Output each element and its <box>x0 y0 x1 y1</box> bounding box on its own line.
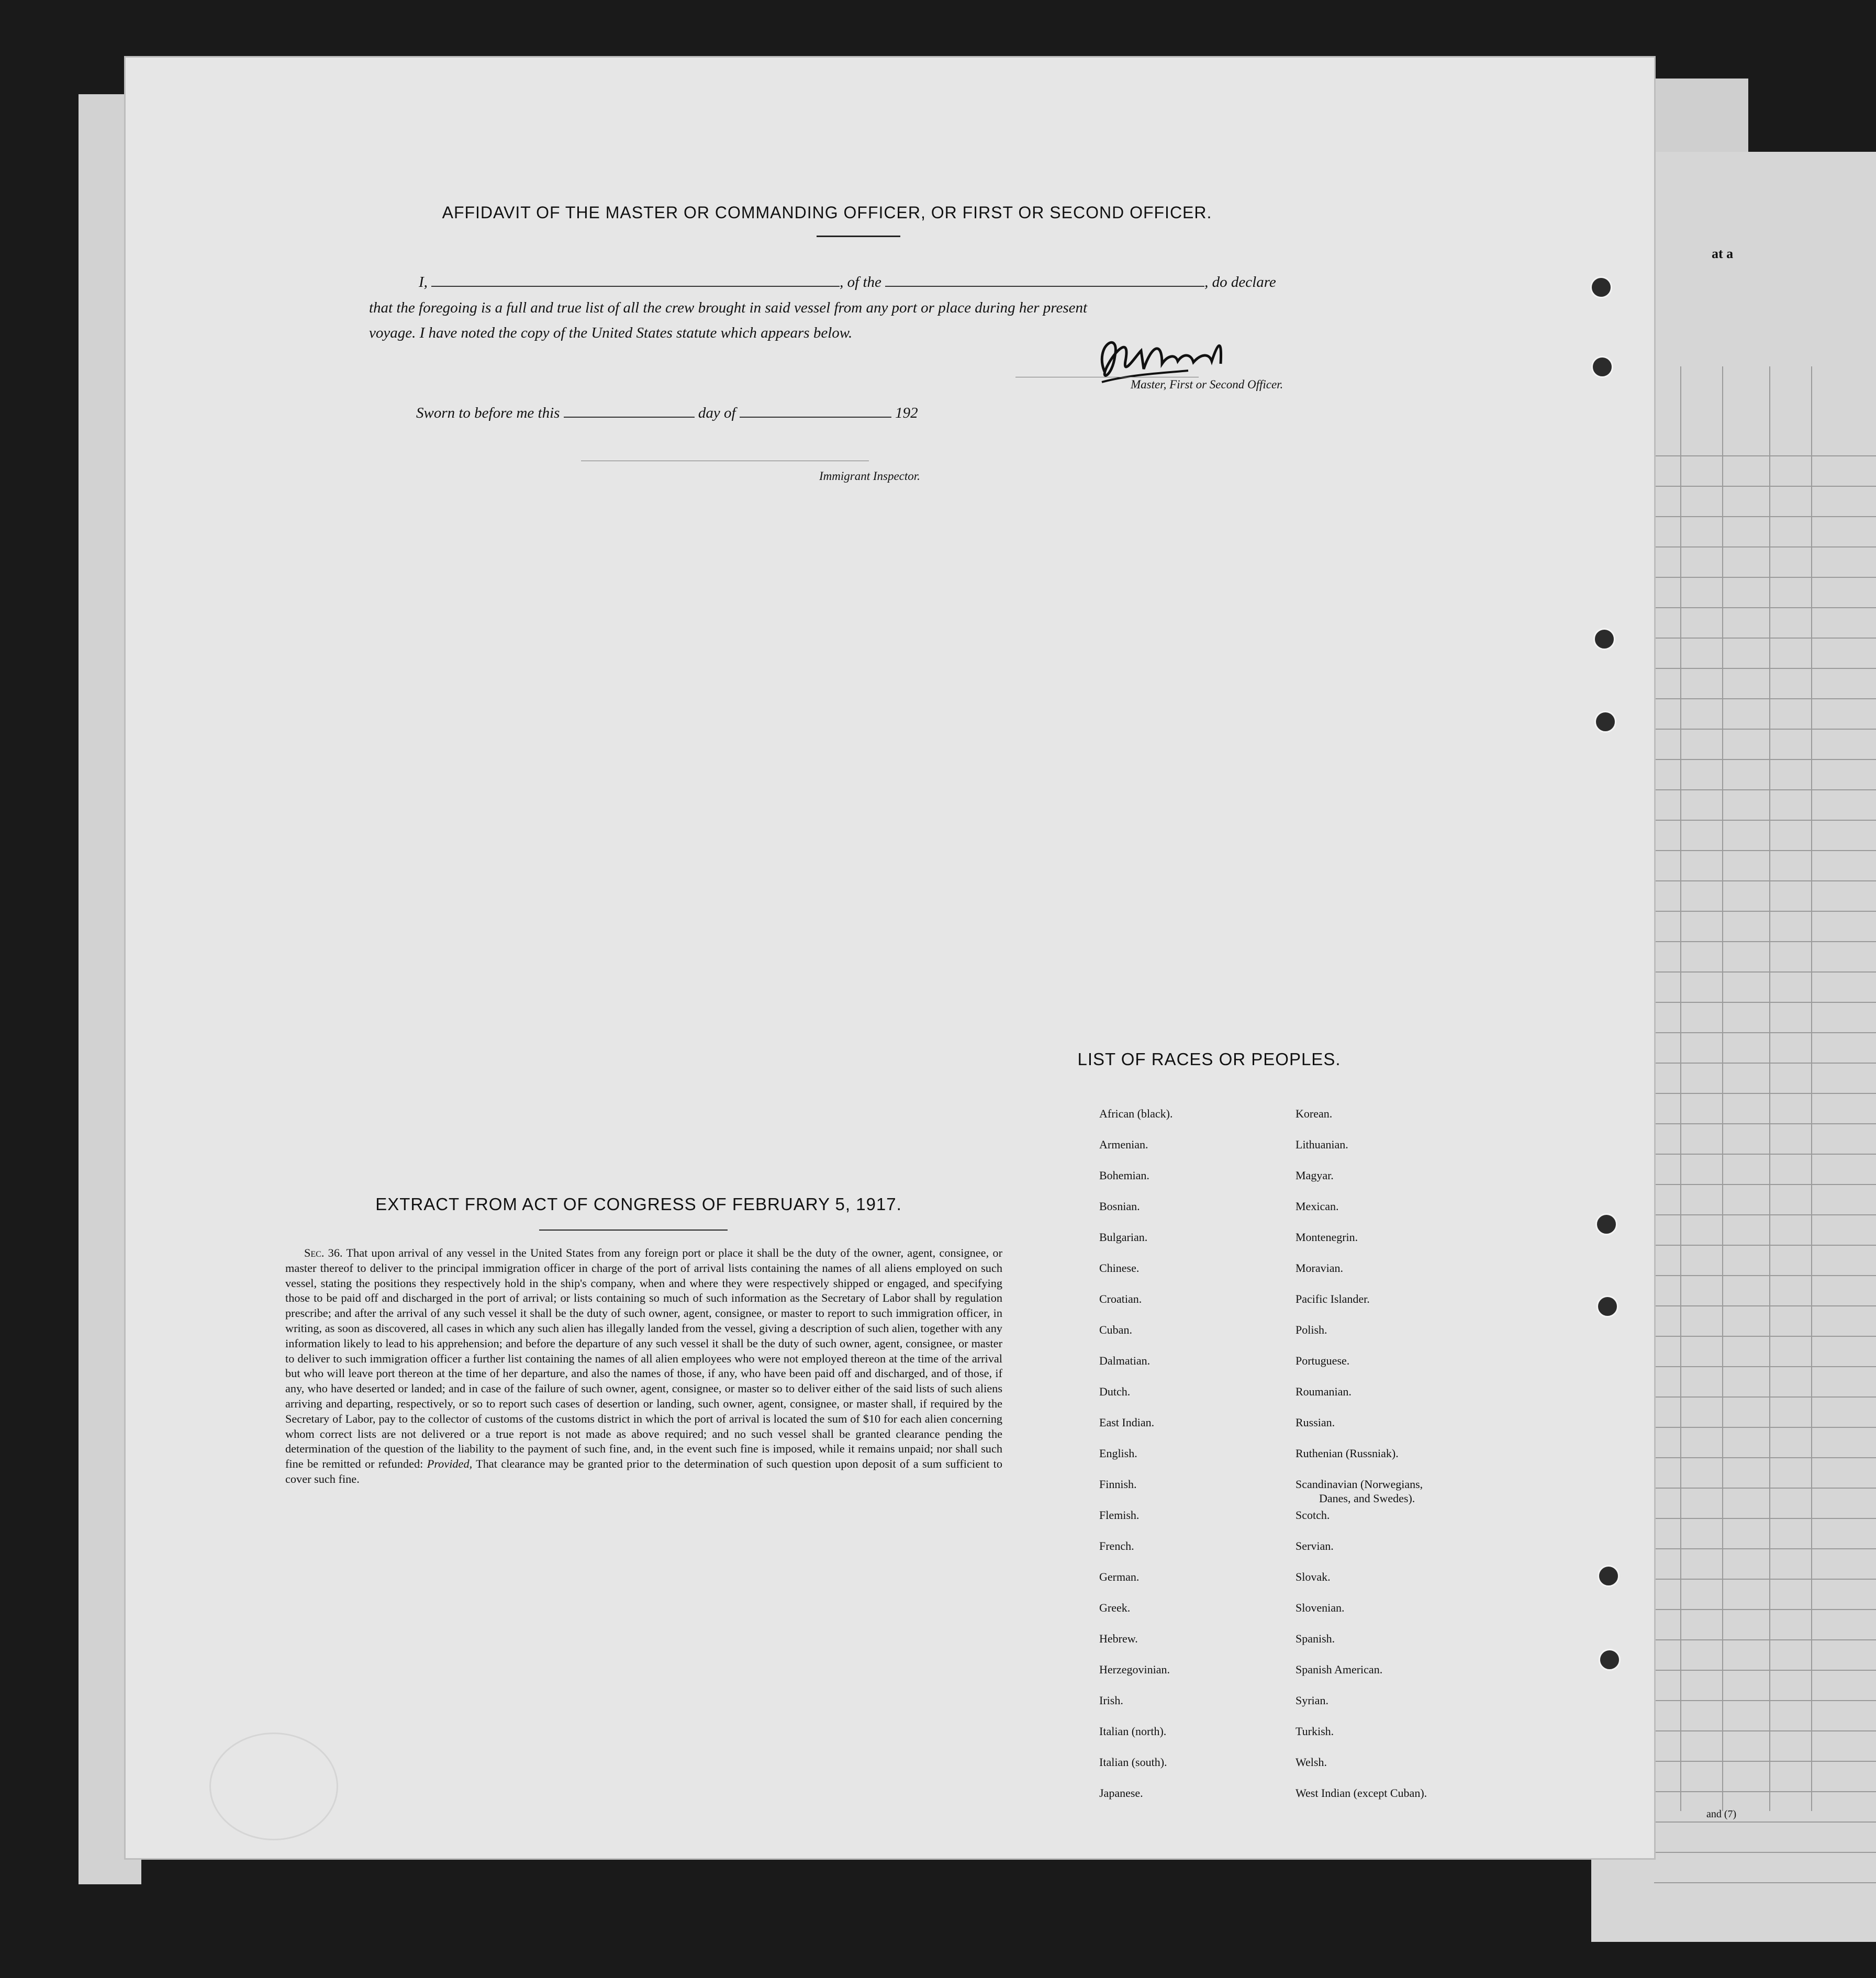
race-left-item: Chinese. <box>1099 1261 1140 1275</box>
grid-row-line <box>1654 1791 1876 1792</box>
grid-row-line <box>1654 789 1876 790</box>
act-proviso-word: Provided, <box>427 1457 473 1471</box>
grid-row-line <box>1654 1700 1876 1701</box>
grid-row-line <box>1654 759 1876 760</box>
race-right-item: Welsh. <box>1296 1756 1327 1769</box>
race-right-item: Scotch. <box>1296 1508 1330 1522</box>
grid-row-line <box>1654 850 1876 851</box>
race-right-item: Servian. <box>1296 1539 1334 1552</box>
race-left-item: Dutch. <box>1099 1385 1131 1398</box>
grid-row-line <box>1654 820 1876 821</box>
grid-row-line <box>1654 729 1876 730</box>
race-left-item: Armenian. <box>1099 1138 1148 1151</box>
grid-row-line <box>1654 1761 1876 1762</box>
grid-row-line <box>1654 1123 1876 1124</box>
race-right-item: Portuguese. <box>1296 1354 1350 1367</box>
grid-row-line <box>1654 1639 1876 1640</box>
race-right-item: Turkish. <box>1296 1725 1334 1738</box>
grid-row-line <box>1654 1579 1876 1580</box>
grid-row-line <box>1654 455 1876 456</box>
grid-row-line <box>1654 668 1876 669</box>
grid-row-line <box>1654 1821 1876 1823</box>
race-left-item: French. <box>1099 1539 1134 1552</box>
grid-row-line <box>1654 698 1876 699</box>
act-title: EXTRACT FROM ACT OF CONGRESS OF FEBRUARY 5, 1917. <box>375 1194 902 1214</box>
grid-row-line <box>1654 638 1876 639</box>
signer-caption: Master, First or Second Officer. <box>1131 378 1283 391</box>
race-left-item: African (black). <box>1099 1107 1173 1120</box>
grid-row-line <box>1654 1488 1876 1489</box>
grid-row-line <box>1654 1366 1876 1367</box>
grid-col-line <box>1769 366 1770 1811</box>
race-right-item: Spanish American. <box>1296 1663 1383 1676</box>
grid-row-line <box>1654 1670 1876 1671</box>
sworn-prefix: Sworn to before me this <box>416 405 560 421</box>
race-left-item: Croatian. <box>1099 1292 1142 1305</box>
sworn-day-blank[interactable] <box>564 417 695 418</box>
race-left-item: Herzegovinian. <box>1099 1663 1170 1676</box>
race-right-item: Slovenian. <box>1296 1601 1345 1614</box>
punch-hole <box>1595 1213 1617 1235</box>
punch-hole <box>1598 1565 1620 1587</box>
punch-hole <box>1591 356 1613 378</box>
grid-row-line <box>1654 1275 1876 1276</box>
title-rule <box>817 236 900 237</box>
act-body: That upon arrival of any vessel in the United States from any foreign port or place it shall be the duty of the owner, agent, consignee, or master thereof to deliver to the principal immigration officer in charge of the port of arrival lists containing the names of all aliens employed on such vessel, stating the positions they respectively hold in the ship's company, when and where they were respectively shipped or engaged, and specifying those to be paid off and discharged in the port of arrival; or lists containing so much of such information as the Secretary of Labor shall by regulation prescribe; and after the arrival of any such vessel it shall be the duty of such owner, agent, consignee, or master to report to such immigration officer, in writing, as soon as discovered, all cases in which any such alien has illegally landed from the vessel, giving a description of such alien, together with any information likely to lead to his apprehension; and before the departure of any such vessel it shall be the duty of such owner, agent, consignee, or master to deliver to such immigration officer a further list containing the names of all alien employees who were not employed thereon at the time of the arrival but who will leave port thereon at the time of her departure, and also the names of those, if any, who have been paid off and discharged, and of those, if any, who have deserted or landed; and in case of the failure of such owner, agent, consignee, or master so to deliver either of the said lists of such aliens arriving and departing, respectively, or so to report such cases of desertion or landing, such owner, agent, consignee, or master shall, if required by the Secretary of Labor, pay to the collector of customs of the customs district in which the port of arrival is located the sum of $10 for each alien concerning whom correct lists are not delivered or a true report is not made as above required; and no such vessel shall be granted clearance pending the determination of the question of the liability to the payment of such fine, and, in the event such fine is imposed, while it remains unpaid; nor shall such fine be remitted or refunded: <box>285 1246 1002 1471</box>
grid-col-line <box>1722 366 1723 1811</box>
race-right-item: Pacific Islander. <box>1296 1292 1370 1305</box>
vessel-blank[interactable] <box>885 286 1204 287</box>
act-title-rule <box>539 1230 728 1231</box>
race-right-item: Magyar. <box>1296 1169 1334 1182</box>
grid-row-line <box>1654 1063 1876 1064</box>
race-right-item: Moravian. <box>1296 1261 1344 1275</box>
punch-hole <box>1593 628 1615 650</box>
grid-row-line <box>1654 1427 1876 1428</box>
grid-row-line <box>1654 1457 1876 1458</box>
race-left-item: East Indian. <box>1099 1416 1155 1429</box>
race-right-item: Roumanian. <box>1296 1385 1352 1398</box>
grid-col-line <box>1811 366 1812 1811</box>
race-right-item: Montenegrin. <box>1296 1231 1358 1244</box>
punch-hole <box>1599 1649 1621 1671</box>
race-right-item: Korean. <box>1296 1107 1333 1120</box>
grid-row-line <box>1654 1002 1876 1003</box>
race-left-item: Finnish. <box>1099 1478 1137 1491</box>
grid-row-line <box>1654 880 1876 881</box>
race-left-item: Flemish. <box>1099 1508 1140 1522</box>
grid-row-line <box>1654 1882 1876 1883</box>
race-right-item: Lithuanian. <box>1296 1138 1348 1151</box>
race-left-item: Bohemian. <box>1099 1169 1149 1182</box>
act-section-label: Sec. 36. <box>304 1246 343 1259</box>
sworn-year: 192 <box>895 405 918 421</box>
declaration-line-1 <box>419 274 1276 291</box>
edge-text-bottom: and (7) <box>1706 1808 1737 1820</box>
race-right-item: Russian. <box>1296 1416 1335 1429</box>
grid-row-line <box>1654 1852 1876 1853</box>
race-right-item: Ruthenian (Russniak). <box>1296 1447 1399 1460</box>
sworn-line <box>416 405 918 422</box>
grid-row-line <box>1654 1305 1876 1306</box>
race-left-item: Italian (south). <box>1099 1756 1167 1769</box>
grid-row-line <box>1654 1154 1876 1155</box>
grid-row-line <box>1654 971 1876 973</box>
grid-row-line <box>1654 1032 1876 1033</box>
race-right-item: Syrian. <box>1296 1694 1328 1707</box>
declaration-of-the: , of the <box>840 274 881 290</box>
grid-row-line <box>1654 1730 1876 1731</box>
inspector-caption: Immigrant Inspector. <box>819 470 920 483</box>
race-left-item: English. <box>1099 1447 1137 1460</box>
sworn-day-label: day of <box>698 405 736 421</box>
race-right-item: Mexican. <box>1296 1200 1339 1213</box>
grid-row-line <box>1654 941 1876 942</box>
grid-row-line <box>1654 1184 1876 1185</box>
declaration-i: I, <box>419 274 428 290</box>
punch-hole <box>1596 1295 1618 1317</box>
race-left-item: Hebrew. <box>1099 1632 1138 1645</box>
race-right-item: West Indian (except Cuban). <box>1296 1786 1427 1800</box>
grid-row-line <box>1654 577 1876 578</box>
race-left-item: Bosnian. <box>1099 1200 1140 1213</box>
races-title: LIST OF RACES OR PEOPLES. <box>1077 1049 1341 1069</box>
affidavit-page <box>126 58 1654 1858</box>
grid-row-line <box>1654 911 1876 912</box>
grid-row-line <box>1654 1214 1876 1215</box>
affidavit-title: AFFIDAVIT OF THE MASTER OR COMMANDING OFFICER, OR FIRST OR SECOND OFFICER. <box>442 203 1212 222</box>
race-left-item: Italian (north). <box>1099 1725 1167 1738</box>
grid-row-line <box>1654 1548 1876 1549</box>
race-right-item: Danes, and Swedes). <box>1319 1492 1415 1505</box>
grid-row-line <box>1654 1093 1876 1094</box>
act-section-36 <box>285 1246 1002 1487</box>
race-left-item: Japanese. <box>1099 1786 1143 1800</box>
race-left-item: Greek. <box>1099 1601 1131 1614</box>
race-right-item: Scandinavian (Norwegians, <box>1296 1478 1423 1491</box>
grid-row-line <box>1654 1396 1876 1398</box>
sworn-month-blank[interactable] <box>740 417 891 418</box>
grid-row-line <box>1654 607 1876 608</box>
race-left-item: Bulgarian. <box>1099 1231 1148 1244</box>
declaration-line-2: that the foregoing is a full and true list of all the crew brought in said vessel from any port or place during her present <box>369 299 1088 316</box>
race-left-item: Cuban. <box>1099 1323 1132 1336</box>
grid-row-line <box>1654 1518 1876 1519</box>
race-right-item: Polish. <box>1296 1323 1327 1336</box>
race-left-item: Irish. <box>1099 1694 1123 1707</box>
grid-col-line <box>1680 366 1681 1811</box>
grid-row-line <box>1654 1245 1876 1246</box>
name-blank[interactable] <box>431 286 840 287</box>
grid-row-line <box>1654 1336 1876 1337</box>
grid-row-line <box>1654 486 1876 487</box>
punch-hole <box>1594 711 1616 733</box>
race-left-item: German. <box>1099 1570 1140 1583</box>
race-right-item: Slovak. <box>1296 1570 1331 1583</box>
grid-row-line <box>1654 1609 1876 1610</box>
race-right-item: Spanish. <box>1296 1632 1335 1645</box>
grid-row-line <box>1654 516 1876 517</box>
declaration-do-declare: , do declare <box>1204 274 1276 290</box>
faint-stamp <box>209 1733 338 1840</box>
act-proviso: That clearance may be granted prior to the determination of such question upon deposit of a sum sufficient to cover such fine. <box>285 1457 1003 1485</box>
declaration-line-3: voyage. I have noted the copy of the United States statute which appears below. <box>369 325 853 341</box>
punch-hole <box>1590 276 1612 298</box>
grid-row-line <box>1654 546 1876 547</box>
race-left-item: Dalmatian. <box>1099 1354 1151 1367</box>
edge-text-at-a: at a <box>1712 246 1734 261</box>
